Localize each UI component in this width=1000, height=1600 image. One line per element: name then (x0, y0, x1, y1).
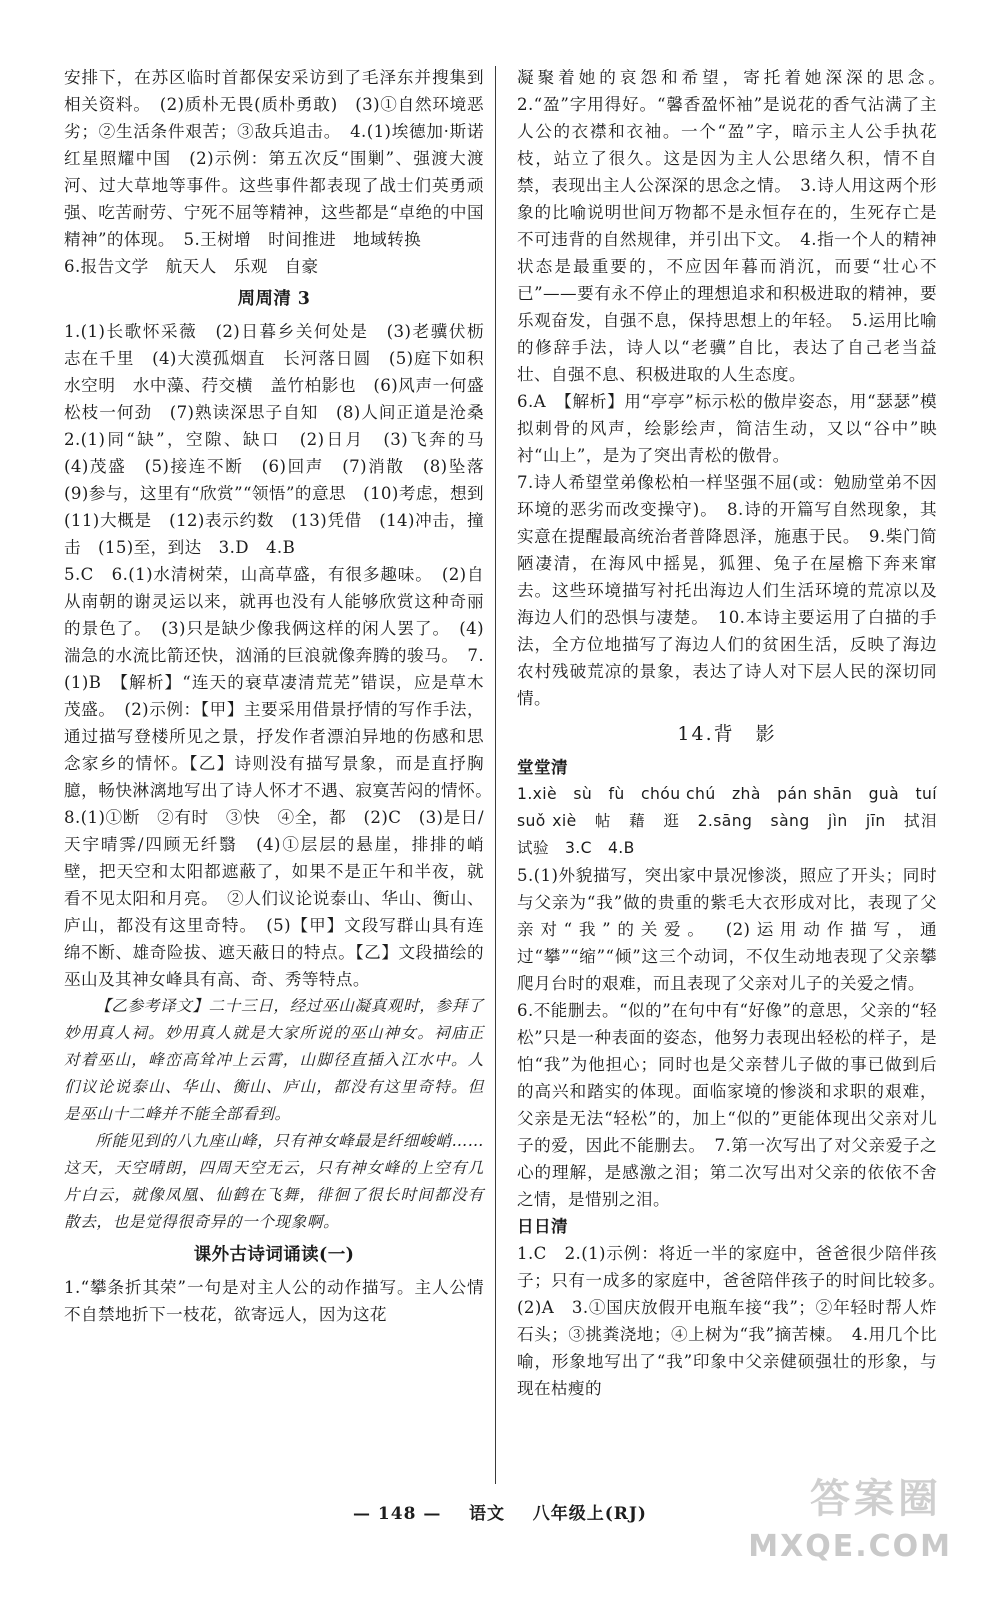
paragraph: 1.C 2.(1)示例：将近一半的家庭中，爸爸很少陪伴孩子；只有一成多的家庭中，爸爸陪伴孩子的时间比较多。 (2)A 3.①国庆放假开电瓶车接“我”；②年轻时帮人炸石头；③挑粪浇地；④上树为“我”摘苦楝。 4.用几个比喻，形象地写出了“我”印象中父亲健硕强壮的形象，与现在枯瘦的 (517, 1244, 954, 1398)
paragraph: 7.诗人希望堂弟像松柏一样坚强不屈(或：勉励堂弟不因环境的恶劣而改变操守)。 8.诗的开篇写自然现象，其实意在提醒最高统治者普降恩泽，施惠于民。 9.柴门简陋凄清，在海风中摇晃，狐狸、兔子在屋檐下奔来窜去。这些环境描写衬托出海边人们生活环境的荒凉以及海边人们的恐惧与凄楚。 10.本诗主要运用了白描的手法，全方位地描写了海边人们的贫困生活，反映了海边农村残破荒凉的景象，表达了诗人对下层人民的深切同情。 (517, 473, 937, 708)
paragraph: 1.“攀条折其荣”一句是对主人公的动作描写。主人公情不自禁地折下一枝花，欲寄远人，因为这花 (64, 1278, 484, 1324)
paragraph: 凝聚着她的哀怨和希望，寄托着她深深的思念。 2.“盈”字用得好。“馨香盈怀袖”是说花的香气沾满了主人公的衣襟和衣袖。一个“盈”字，暗示主人公手执花枝，站立了很久。这是因为主人公思绪久积，情不自禁，表现出主人公深深的思念之情。 3.诗人用这两个形象的比喻说明世间万物都不是永恒存在的，生死存亡是不可违背的自然规律，并引出下文。 4.指一个人的精神状态是最重要的，不应因年暮而消沉，而要“壮心不已”——要有永不停止的理想追求和积极进取的精神，要乐观奋发，自强不息，保持思想上的年轻。 5.运用比喻的修辞手法，诗人以“老骥”自比，表达了自己老当益壮、自强不息、积极进取的人生态度。 (517, 68, 954, 384)
watermark (748, 1476, 982, 1582)
page-number: — 148 — (353, 1504, 442, 1524)
right-column (517, 64, 954, 1402)
section-heading-zhouzhouqing: 周周清 3 (237, 289, 311, 309)
paragraph: 5.(1)外貌描写，突出家中景况惨淡，照应了开头；同时与父亲为“我”做的贵重的紫毛大衣形成对比，表现了父亲对“我”的关爱。 (2)运用动作描写，通过“攀”“缩”“倾”这三个动词，不仅生动地表现了父亲攀爬月台时的艰难，而且表现了父亲对儿子的关爱之情。 (517, 866, 937, 993)
paragraph: 安排下，在苏区临时首都保安采访到了毛泽东并搜集到相关资料。 (2)质朴无畏(质朴勇敢) (3)①自然环境恶劣；②生活条件艰苦；③敌兵追击。 4.(1)埃德加·斯诺 红星照耀中国 (2)示例：第五次反“围剿”、强渡大渡河、过大草地等事件。这些事件都表现了战士们英勇顽强、吃苦耐劳、宁死不屈等精神，这些都是“卓绝的中国精神”的体现。 5.王树增 时间推进 地域转换 (64, 68, 501, 249)
watermark-site: MXQE.COM (748, 1529, 952, 1564)
paragraph: 6.报告文学 航天人 乐观 自豪 (64, 257, 319, 276)
paragraph: 5.C 6.(1)水清树荣，山高草盛，有很多趣味。 (2)自从南朝的谢灵运以来，就再也没有人能够欣赏这种奇丽的景色了。 (3)只是缺少像我俩这样的闲人罢了。 (4)湍急的水流比箭还快，汹涌的巨浪就像奔腾的骏马。 7.(1)B 【解析】“连天的衰草凄清荒芜”错误，应是草木茂盛。 (2)示例：【甲】主要采用借景抒情的写作手法，通过描写登楼所见之景，抒发作者漂泊异地的伤感和思念家乡的情怀。【乙】诗则没有描写景象，而是直抒胸臆，畅快淋漓地写出了诗人怀才不遇、寂寞苦闷的情怀。 8.(1)①断 ②有时 ③快 ④全，都 (2)C (3)是日/天宇晴霁/四顾无纤翳 (4)①层层的悬崖，排排的峭壁，把天空和太阳都遮蔽了，如果不是正午和半夜，就看不见太阳和月亮。 ②人们议论说泰山、华山、衡山、庐山，都没有这里奇特。 (5)【甲】文段写群山具有连绵不断、雄奇险拔、遮天蔽日的特点。【乙】文段描绘的巫山及其神女峰具有高、奇、秀等特点。 (64, 565, 501, 989)
paragraph: 6.不能删去。“似的”在句中有“好像”的意思，父亲的“轻松”只是一种表面的姿态，他努力表现出轻松的样子，是怕“我”为他担心；同时也是父亲替儿子做的事已做到后的高兴和踏实的体现。面临家境的惨淡和求职的艰难，父亲是无法“轻松”的，加上“似的”更能体现出父亲对儿子的爱，因此不能删去。 7.第一次写出了对父亲爱子之心的理解，是感激之泪；第二次写出对父亲的依依不舍之情，是惜别之泪。 (517, 1001, 937, 1209)
watermark-logo: 答案圈 (810, 1476, 942, 1522)
subheading-tangtangqing: 堂堂清 (517, 757, 568, 777)
left-column (64, 64, 501, 1328)
section-heading-kewai: 课外古诗词诵读(一) (193, 1245, 355, 1265)
lesson-heading-beiying: 14.背 影 (677, 723, 777, 745)
paragraph: 6.A 【解析】用“亭亭”标示松的傲岸姿态，用“瑟瑟”模拟刺骨的风声，绘影绘声，简洁生动，又以“谷中”映衬“山上”，是为了突出青松的傲骨。 (517, 392, 937, 465)
translation-paragraph: 【乙参考译文】二十三日，经过巫山凝真观时，参拜了妙用真人祠。妙用真人就是大家所说的巫山神女。祠庙正对着巫山，峰峦高耸冲上云霄，山脚径直插入江水中。人们议论说泰山、华山、衡山、庐山，都没有这里奇特。但是巫山十二峰并不能全部看到。 (64, 997, 484, 1123)
translation-paragraph: 所能见到的八九座山峰，只有神女峰最是纤细峻峭……这天，天空晴朗，四周天空无云，只有神女峰的上空有几片白云，就像凤凰、仙鹤在飞舞，徘徊了很长时间都没有散去，也是觉得很奇异的一个现象啊。 (64, 1132, 484, 1231)
subheading-ririqing: 日日清 (517, 1216, 568, 1236)
column-divider (495, 66, 496, 1484)
pinyin-answers: 1.xiè sù fù chóu chú zhà pán shān guà tuí suǒ xiè 帖 藉 逛 2.sāng sàng jìn jīn 拭泪 试验 3.C 4.B (517, 785, 953, 857)
paragraph: 1.(1)长歌怀采薇 (2)日暮乡关何处是 (3)老骥伏枥 志在千里 (4)大漠孤烟直 长河落日圆 (5)庭下如积水空明 水中藻、荇交横 盖竹柏影也 (6)风声一何盛 松枝一何劲 (7)熟读深思子自知 (8)人间正道是沧桑 2.(1)同“缺”，空隙、缺口 (2)日月 (3)飞奔的马 (4)茂盛 (5)接连不断 (6)回声 (7)消散 (8)坠落 (9)参与，这里有“欣赏”“领悟”的意思 (10)考虑，想到 (11)大概是 (12)表示约数 (13)凭借 (14)冲击，撞击 (15)至，到达 3.D 4.B (64, 322, 501, 557)
subject-label: 语文 (469, 1504, 506, 1524)
grade-label: 八年级上(RJ) (532, 1504, 647, 1524)
